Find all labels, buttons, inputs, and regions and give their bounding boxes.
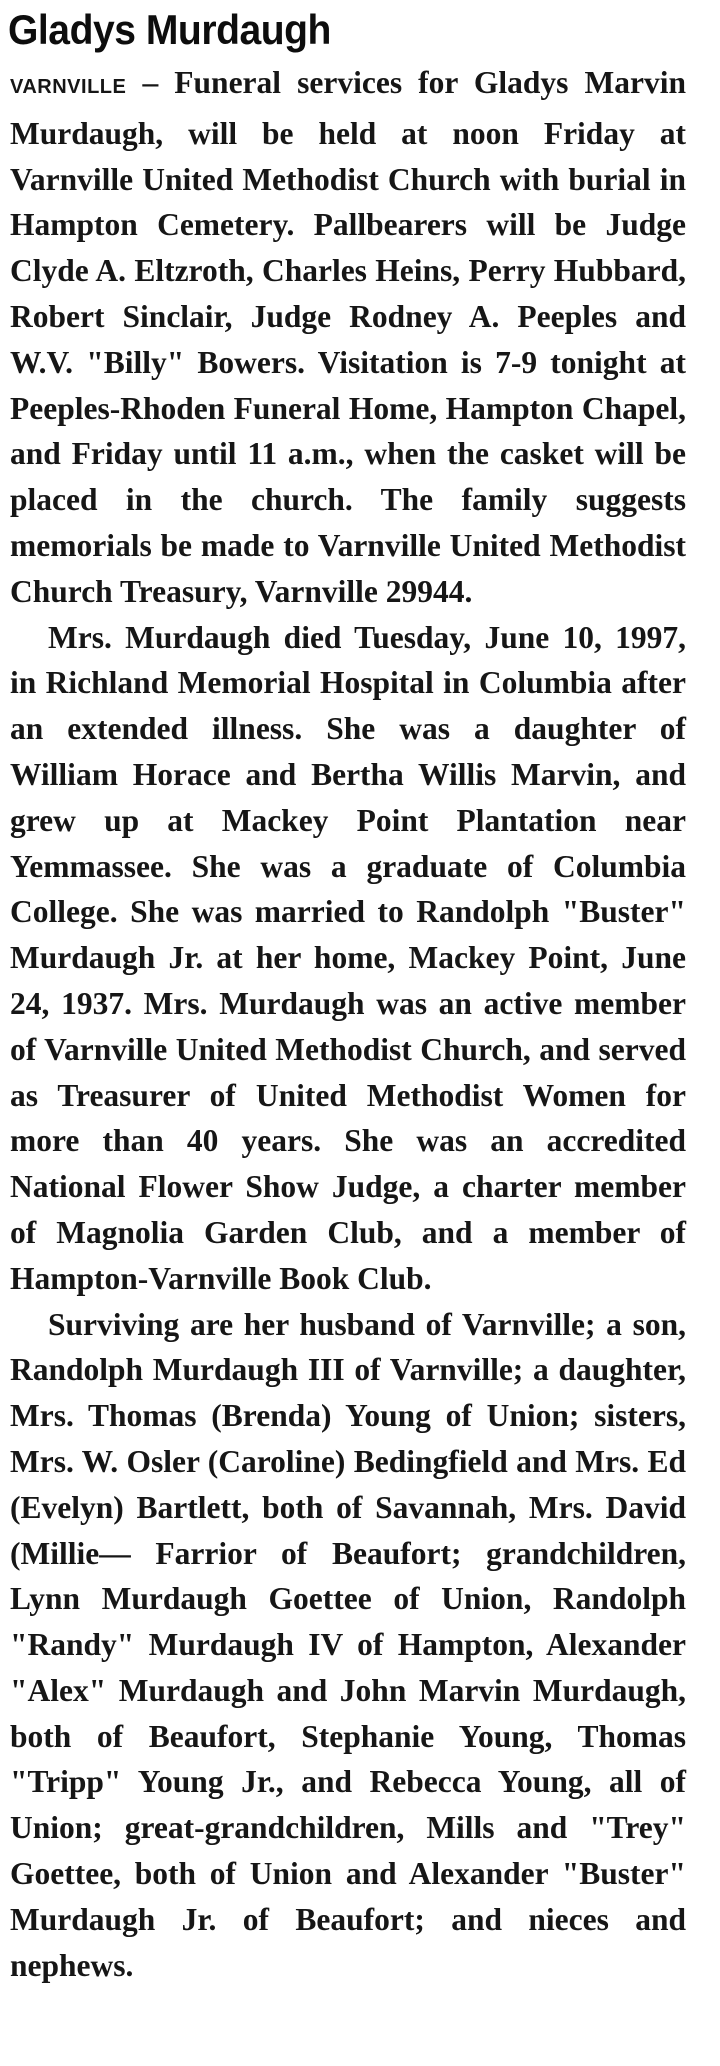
dateline: VARNVILLE bbox=[10, 76, 127, 98]
obituary-paragraph-3: Surviving are her husband of Varnville; a son, Randolph Murdaugh III of Varnville; a daughter, Mrs. Thomas (Brenda) Young of Union; sisters, Mrs. W. Osler (Caroline) Bedingfield and Mrs. Ed (Evelyn) Bartlett, both of Savannah, Mrs. David (Millie— Farrior of Beaufort; grandchildren, Lynn Murdaugh Goettee of Union, Randolph "Randy" Murdaugh IV of Hampton, Alexander "Alex" Murdaugh and John Marvin Murdaugh, both of Beaufort, Stephanie Young, Thomas "Tripp" Young Jr., and Rebecca Young, all of Union; great-grandchildren, Mills and "Trey" Goettee, both of Union and Alexander "Buster" Murdaugh Jr. of Beaufort; and nieces and nephews. bbox=[10, 1306, 686, 1983]
paragraph-1-text: Funeral services for Gladys Marvin Murdaugh, will be held at noon Friday at Varnville United Methodist Church with burial in Hampton Cemetery. Pallbearers will be Judge Clyde A. Eltzroth, Charles Heins, Perry Hubbard, Robert Sinclair, Judge Rodney A. Peeples and W.V. "Billy" Bowers. Visitation is 7-9 tonight at Peeples-Rhoden Funeral Home, Hampton Chapel, and Friday until 11 a.m., when the casket will be placed in the church. The family suggests memorials be made to Varnville United Methodist Church Treasury, Varnville 29944. bbox=[10, 65, 687, 609]
obituary-paragraph-1 bbox=[10, 60, 686, 615]
obituary-paragraph-2: Mrs. Murdaugh died Tuesday, June 10, 1997, in Richland Memorial Hospital in Columbia after an extended illness. She was a daughter of William Horace and Bertha Willis Marvin, and grew up at Mackey Point Plantation near Yemmassee. She was a graduate of Columbia College. She was married to Randolph "Buster" Murdaugh Jr. at her home, Mackey Point, June 24, 1937. Mrs. Murdaugh was an active member of Varnville United Methodist Church, and served as Treasurer of United Methodist Women for more than 40 years. She was an accredited National Flower Show Judge, a charter member of Magnolia Garden Club, and a member of Hampton-Varnville Book Club. bbox=[10, 619, 686, 1296]
dateline-dash: – bbox=[126, 65, 175, 100]
obituary-headline: Gladys Murdaugh bbox=[8, 6, 331, 53]
obituary-body bbox=[10, 60, 686, 1988]
